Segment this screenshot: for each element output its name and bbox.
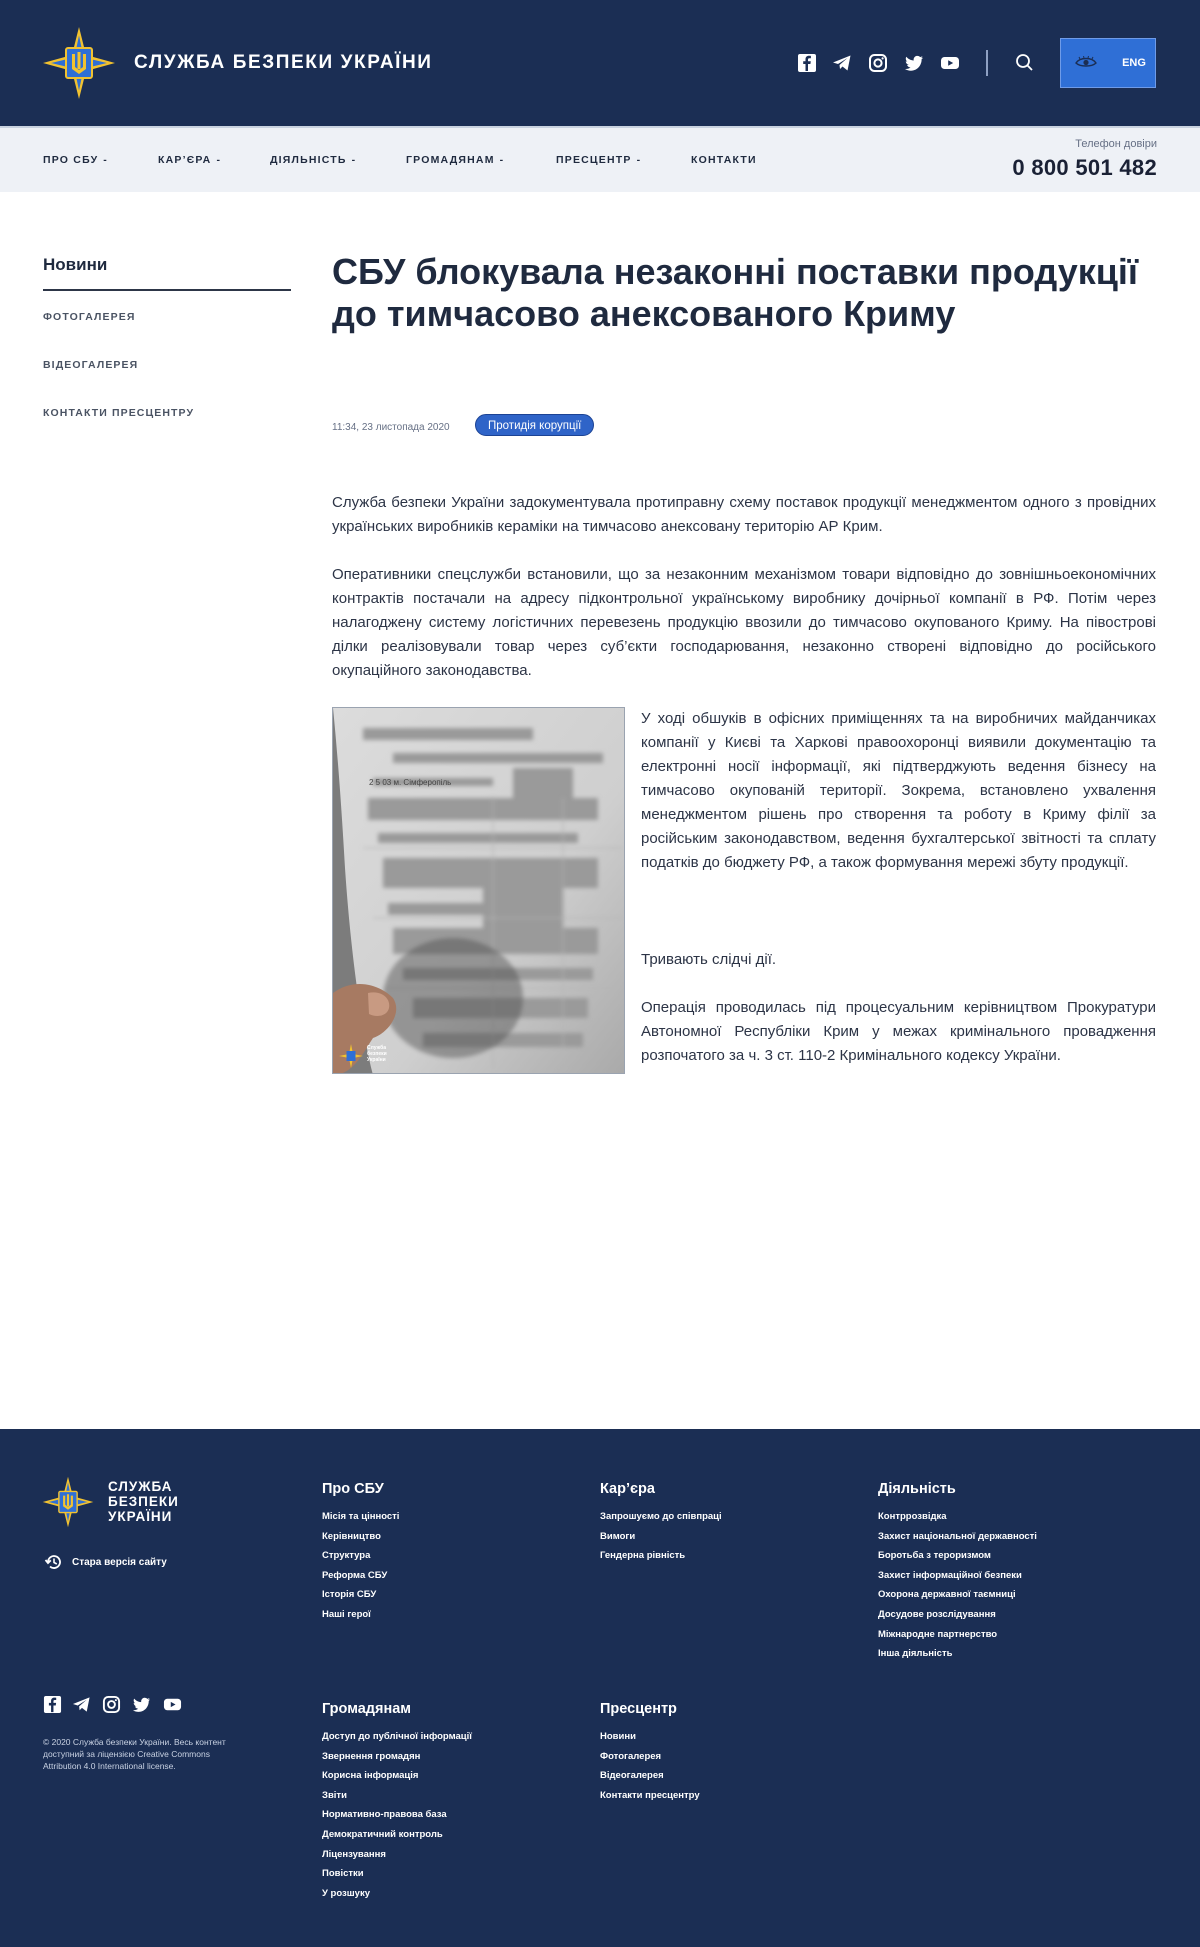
nav-item-contacts[interactable]: КОНТАКТИ: [691, 154, 757, 166]
footer-logo-text: СЛУЖБА: [108, 1479, 173, 1494]
sbu-emblem-icon[interactable]: [42, 26, 116, 100]
history-icon: [44, 1552, 64, 1572]
old-version-link[interactable]: Стара версія сайту: [44, 1552, 167, 1572]
youtube-icon[interactable]: [939, 52, 961, 74]
footer-link[interactable]: Демократичний контроль: [322, 1828, 443, 1840]
hotline-number[interactable]: 0 800 501 482: [1012, 155, 1157, 180]
photo-watermark: Служба безпеки України: [367, 1045, 387, 1063]
footer-link[interactable]: Нормативно-правова база: [322, 1809, 447, 1821]
footer-list-career: [600, 1507, 722, 1566]
footer-link[interactable]: Фотогалерея: [600, 1750, 662, 1762]
sidebar-item-video-gallery[interactable]: ВІДЕОГАЛЕРЕЯ: [43, 359, 139, 371]
nav-item-activity[interactable]: ДІЯЛЬНІСТЬ -: [270, 154, 357, 166]
chevron-down-icon: -: [216, 154, 222, 166]
footer-link[interactable]: Реформа СБУ: [322, 1569, 388, 1581]
sbu-emblem-icon[interactable]: [42, 1476, 94, 1528]
search-button[interactable]: [1013, 50, 1037, 76]
footer-logo-text: БЕЗПЕКИ: [108, 1494, 179, 1509]
footer-link[interactable]: Корисна інформація: [322, 1770, 419, 1782]
footer-link[interactable]: Захист інформаційної безпеки: [878, 1569, 1022, 1581]
footer-link[interactable]: Звернення громадян: [322, 1750, 421, 1762]
footer-heading-citizens[interactable]: Громадянам: [322, 1701, 412, 1717]
chevron-down-icon: -: [636, 154, 642, 166]
footer-link[interactable]: Боротьба з тероризмом: [878, 1550, 991, 1562]
footer-instagram-icon[interactable]: [102, 1695, 122, 1715]
footer-link[interactable]: Історія СБУ: [322, 1589, 377, 1601]
nav-item-citizens[interactable]: ГРОМАДЯНАМ -: [406, 154, 505, 166]
article-date: 11:34, 23 листопада 2020: [332, 422, 450, 433]
article-paragraph: Служба безпеки України задокументувала протиправну схему поставок продукції менеджментом одного з провідних українських виробників кераміки на тимчасово анексовану територію АР Крим.: [332, 494, 1156, 535]
hotline-label: Телефон довіри: [1075, 138, 1157, 150]
footer-link[interactable]: Охорона державної таємниці: [878, 1589, 1016, 1601]
footer-facebook-icon[interactable]: [43, 1695, 63, 1715]
footer-link[interactable]: Звіти: [322, 1789, 347, 1801]
chevron-down-icon: -: [103, 154, 108, 166]
footer-link[interactable]: Вимоги: [600, 1530, 636, 1542]
footer-link[interactable]: Керівництво: [322, 1530, 381, 1542]
nav-item-about[interactable]: ПРО СБУ -: [43, 154, 108, 166]
sidebar-item-press-contacts[interactable]: КОНТАКТИ ПРЕСЦЕНТРУ: [43, 407, 195, 419]
site-footer: [0, 1429, 1200, 1947]
footer-link[interactable]: Запрошуємо до співпраці: [600, 1511, 722, 1522]
document-photo-image: [333, 708, 625, 1074]
footer-link[interactable]: Структура: [322, 1550, 371, 1562]
header-divider: [986, 50, 988, 76]
search-icon: [1013, 50, 1037, 76]
sidebar-item-news[interactable]: Новини: [43, 255, 291, 291]
footer-list-press-center: [600, 1727, 700, 1805]
footer-link[interactable]: Контакти пресцентру: [600, 1789, 700, 1801]
footer-heading-about[interactable]: Про СБУ: [322, 1481, 384, 1497]
footer-list-about: [322, 1507, 399, 1625]
sbu-watermark-icon: [339, 1044, 363, 1068]
nav-item-press-center[interactable]: ПРЕСЦЕНТР -: [556, 154, 642, 166]
footer-link[interactable]: Відеогалерея: [600, 1770, 664, 1782]
footer-link[interactable]: Місія та цінності: [322, 1511, 400, 1522]
eye-icon: [1075, 56, 1097, 70]
footer-link[interactable]: Контррозвідка: [878, 1511, 947, 1522]
footer-heading-activity[interactable]: Діяльність: [878, 1481, 956, 1497]
footer-link[interactable]: У розшуку: [322, 1887, 370, 1899]
copyright-text: © 2020 Служба безпеки України. Весь контент доступний за ліцензією Creative Commons Attribution 4.0 International license.: [43, 1737, 226, 1771]
footer-link[interactable]: Захист національної державності: [878, 1530, 1037, 1542]
language-switch-button[interactable]: ENG: [1122, 57, 1146, 69]
footer-logo-text: УКРАЇНИ: [108, 1509, 173, 1524]
instagram-icon[interactable]: [867, 52, 889, 74]
chevron-down-icon: -: [351, 154, 357, 166]
footer-twitter-icon[interactable]: [132, 1695, 152, 1715]
site-title[interactable]: СЛУЖБА БЕЗПЕКИ УКРАЇНИ: [134, 52, 433, 73]
chevron-down-icon: -: [499, 154, 505, 166]
footer-list-citizens: [322, 1727, 472, 1903]
facebook-icon[interactable]: [796, 52, 818, 74]
footer-youtube-icon[interactable]: [163, 1695, 183, 1715]
footer-heading-press-center[interactable]: Пресцентр: [600, 1701, 677, 1717]
photo-caption: 2 5 03 м. Сімферопіль: [369, 778, 452, 787]
article-paragraph: Операція проводилась під процесуальним керівництвом Прокуратури Автономної Республіки Крим у межах кримінального провадження розпочатого за ч. 3 ст. 110-2 Кримінального кодексу України.: [641, 999, 1156, 1064]
footer-link[interactable]: Досудове розслідування: [878, 1608, 996, 1620]
footer-link[interactable]: Доступ до публічної інформації: [322, 1731, 472, 1742]
footer-link[interactable]: Міжнародне партнерство: [878, 1628, 998, 1640]
footer-link[interactable]: Наші герої: [322, 1608, 371, 1620]
article-photo[interactable]: [332, 707, 625, 1074]
article-paragraph: Оперативники спецслужби встановили, що за незаконним механізмом товари відповідно до зовнішньоекономічних контрактів постачали на адресу підконтрольної українському виробнику дочірньої компанії в РФ. Потім через налагоджену систему логістичних перевезень продукцію ввозили до тимчасово окупованого Криму. На півострові ділки реалізовували товар через суб’єкти господарювання, незаконно створені відповідно до російського окупаційного законодавства.: [332, 566, 1156, 679]
accessibility-lang-box: [1060, 38, 1156, 88]
footer-link[interactable]: Ліцензування: [322, 1848, 386, 1860]
article-paragraph: Тривають слідчі дії.: [641, 951, 777, 968]
footer-list-activity: [878, 1507, 1037, 1664]
footer-link[interactable]: Повістки: [322, 1868, 364, 1880]
telegram-icon[interactable]: [831, 52, 853, 74]
footer-link[interactable]: Інша діяльність: [878, 1648, 953, 1660]
footer-link[interactable]: Гендерна рівність: [600, 1550, 686, 1562]
article-paragraph: У ході обшуків в офісних приміщеннях та на виробничих майданчиках компанії у Києві та Харкові правоохоронці виявили документацію та електронні носії інформації, які підтверджують ведення бізнесу на тимчасово окупованій території. Зокрема, встановлено ухвалення менеджментом рішень про створення та роботу в Криму філії за російським законодавством, ведення бухгалтерської звітності та сплату податків до бюджету РФ, а також формування мережі збуту продукції.: [641, 710, 1156, 871]
twitter-icon[interactable]: [903, 52, 925, 74]
sidebar-item-photo-gallery[interactable]: ФОТОГАЛЕРЕЯ: [43, 311, 136, 323]
footer-link[interactable]: Новини: [600, 1731, 636, 1742]
site-header: [0, 0, 1200, 126]
footer-heading-career[interactable]: Кар’єра: [600, 1481, 655, 1497]
page-title: СБУ блокувала незаконні поставки продукції до тимчасово анексованого Криму: [332, 251, 1138, 334]
main-nav: [0, 126, 1200, 192]
nav-item-career[interactable]: КАР’ЄРА -: [158, 154, 222, 166]
accessibility-button[interactable]: [1061, 39, 1111, 87]
category-tag[interactable]: Протидія корупції: [475, 414, 594, 436]
footer-telegram-icon[interactable]: [72, 1695, 92, 1715]
